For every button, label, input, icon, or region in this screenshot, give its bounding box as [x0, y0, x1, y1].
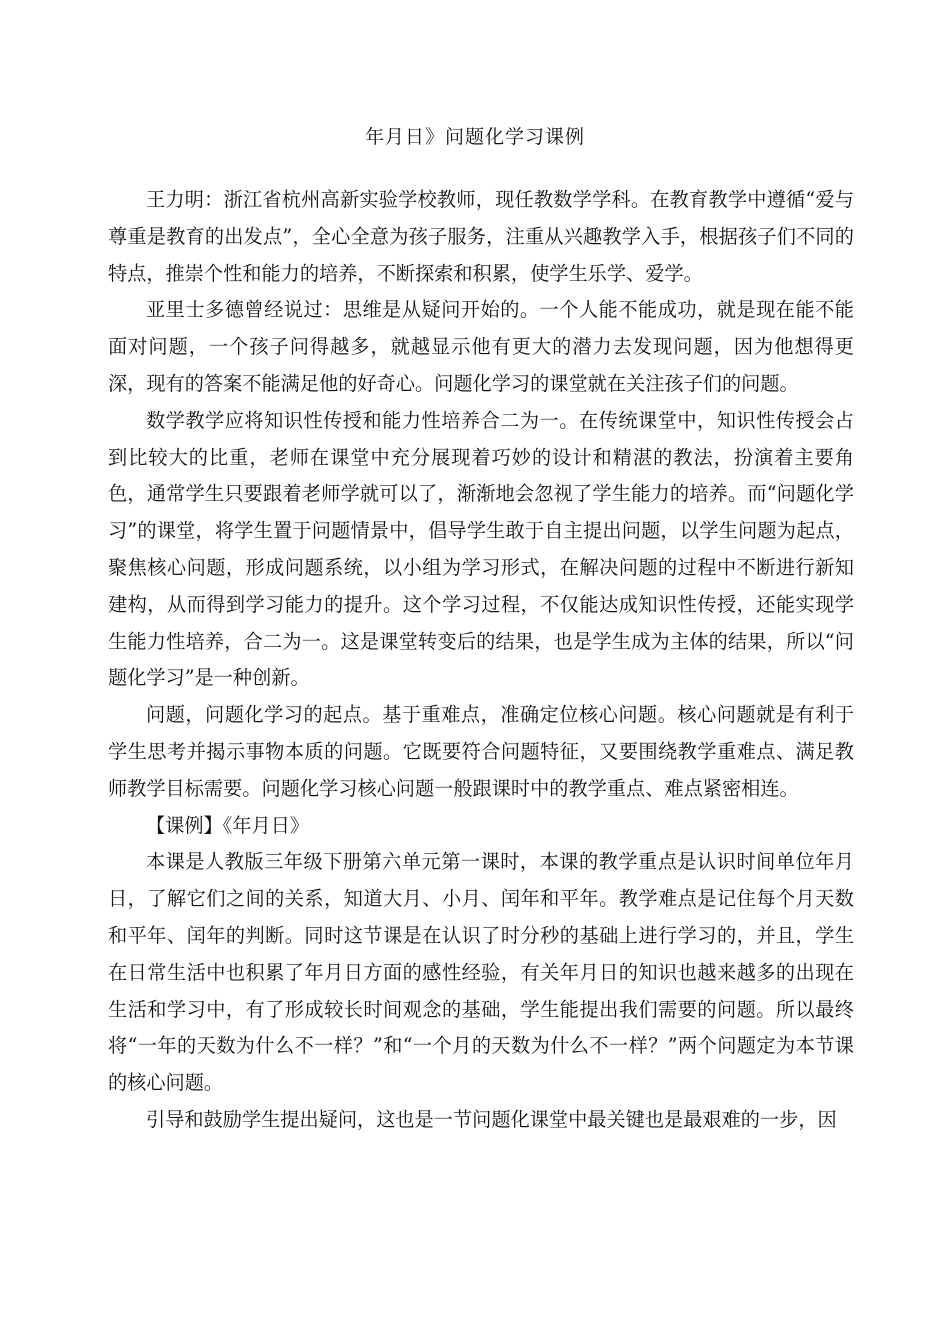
paragraph-author-intro: 王力明：浙江省杭州高新实验学校教师，现任教数学学科。在教育教学中遵循“爱与尊重是教育的出发点”，全心全意为孩子服务，注重从兴趣教学入手，根据孩子们不同的特点，推崇个性和能力的培养，不断探索和积累，使学生乐学、爱学。	[108, 188, 854, 285]
paragraph-lesson-description: 本课是人教版三年级下册第六单元第一课时，本课的教学重点是认识时间单位年月日，了解它们之间的关系，知道大月、小月、闰年和平年。教学难点是记住每个月天数和平年、闰年的判断。同时这节课是在认识了时分秒的基础上进行学习的，并且，学生在日常生活中也积累了年月日方面的感性经验，有关年月日的知识也越来越多的出现在生活和学习中，有了形成较长时间观念的基础，学生能提出我们需要的问题。所以最终将“一年的天数为什么不一样？”和“一个月的天数为什么不一样？”两个问题定为本节课的核心问题。	[108, 850, 854, 1095]
paragraph-guiding-questions: 引导和鼓励学生提出疑问，这也是一节问题化课堂中最关键也是最艰难的一步，因	[146, 1107, 837, 1131]
document-title: 年月日》问题化学习课例	[364, 126, 585, 148]
document-body	[108, 182, 854, 1139]
paragraph-core-question: 问题，问题化学习的起点。基于重难点，准确定位核心问题。核心问题就是有利于学生思考并揭示事物本质的问题。它既要符合问题特征，又要围绕教学重难点、满足教师教学目标需要。问题化学习核心问题一般跟课时中的教学重点、难点紧密相连。	[108, 703, 854, 800]
paragraph-aristotle-quote: 亚里士多德曾经说过：思维是从疑问开始的。一个人能不能成功，就是现在能不能面对问题，一个孩子问得越多，就越显示他有更大的潜力去发现问题，因为他想得更深，现有的答案不能满足他的好奇心。问题化学习的课堂就在关注孩子们的问题。	[108, 298, 854, 395]
paragraph-math-teaching: 数学教学应将知识性传授和能力性培养合二为一。在传统课堂中，知识性传授会占到比较大的比重，老师在课堂中充分展现着巧妙的设计和精湛的教法，扮演着主要角色，通常学生只要跟着老师学就可以了，渐渐地会忽视了学生能力的培养。而“问题化学习”的课堂，将学生置于问题情景中，倡导学生敢于自主提出问题，以学生问题为起点，聚焦核心问题，形成问题系统，以小组为学习形式，在解决问题的过程中不断进行新知建构，从而得到学习能力的提升。这个学习过程，不仅能达成知识性传授，还能实现学生能力性培养，合二为一。这是课堂转变后的结果，也是学生成为主体的结果，所以“问题化学习”是一种创新。	[108, 408, 854, 690]
paragraph-lesson-heading: 【课例】《年月日》	[146, 813, 310, 837]
